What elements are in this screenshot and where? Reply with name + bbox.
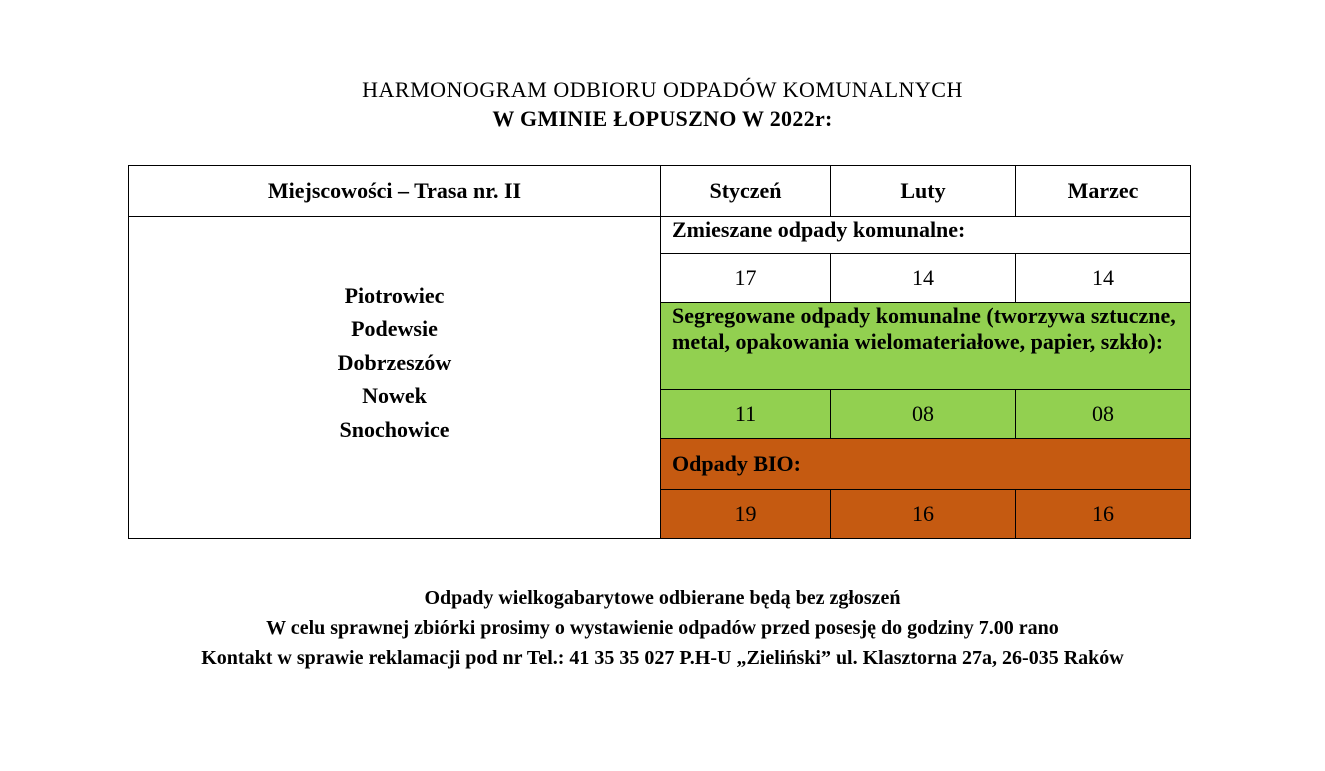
pickup-day: 16: [831, 490, 1016, 539]
pickup-day: 08: [1016, 390, 1191, 439]
header-month-january: Styczeń: [661, 166, 831, 217]
pickup-day: 14: [831, 254, 1016, 303]
header-location: Miejscowości – Trasa nr. II: [129, 166, 661, 217]
pickup-day: 11: [661, 390, 831, 439]
contact-info: Kontakt w sprawie reklamacji pod nr Tel.: 41 35 35 027 P.H-U „Zieliński” ul. Klasztorna 27a, 26-035 Raków: [201, 647, 1124, 669]
pickup-day: 19: [661, 490, 831, 539]
table-header-row: [129, 166, 1191, 217]
town-name: Piotrowiec: [344, 282, 445, 308]
table-row: [129, 217, 1191, 254]
town-name: Snochowice: [339, 416, 450, 442]
collection-time-note: W celu sprawnej zbiórki prosimy o wystawienie odpadów przed posesję do godziny 7.00 rano: [266, 617, 1059, 639]
bulky-waste-note: Odpady wielkogabarytowe odbierane będą bez zgłoszeń: [424, 587, 901, 609]
town-name: Dobrzeszów: [337, 349, 452, 375]
category-bio-waste: Odpady BIO:: [661, 439, 1191, 490]
header-month-march: Marzec: [1016, 166, 1191, 217]
pickup-day: 16: [1016, 490, 1191, 539]
document-title: HARMONOGRAM ODBIORU ODPADÓW KOMUNALNYCH: [362, 77, 963, 102]
town-name: Nowek: [362, 383, 427, 409]
pickup-day: 17: [661, 254, 831, 303]
header-month-february: Luty: [831, 166, 1016, 217]
pickup-day: 14: [1016, 254, 1191, 303]
schedule-table: [128, 165, 1191, 539]
town-list: [129, 217, 661, 539]
town-name: Podewsie: [351, 316, 438, 342]
pickup-day: 08: [831, 390, 1016, 439]
category-segregated-waste: Segregowane odpady komunalne (tworzywa sztuczne, metal, opakowania wielomateriałowe, papier, szkło):: [661, 303, 1191, 390]
document-subtitle: W GMINIE ŁOPUSZNO W 2022r:: [492, 106, 833, 131]
category-mixed-waste: Zmieszane odpady komunalne:: [661, 217, 1191, 254]
